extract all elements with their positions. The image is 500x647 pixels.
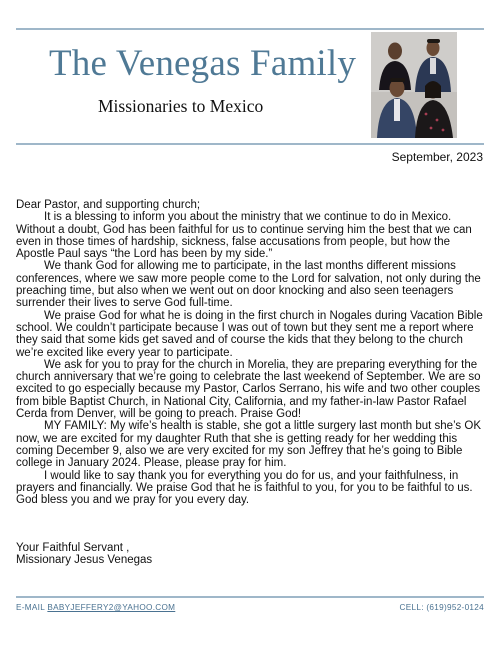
cell-label: CELL: xyxy=(399,603,424,612)
email-label: E-MAIL xyxy=(16,603,45,612)
paragraph-ministry: It is a blessing to inform you about the ministry that we continue to do in Mexico. Without a doubt, God has been faithful for us to continue serving him the best that we can even in those times of hardship, sickness, false accusations from people, but how the Apostle Paul says “the Lord has been by my side.” xyxy=(16,211,472,261)
footer-rule xyxy=(16,596,484,598)
signature-block xyxy=(16,542,152,567)
paragraph-thanks: I would like to say thank you for everything you do for us, and your faithfulness, in prayers and financially. We praise God that he is faithful to you, for you to be faithful to us. God bless you and we pray for you every day. xyxy=(16,469,473,507)
greeting: Dear Pastor, and supporting church; xyxy=(16,199,201,211)
cell-number: (619)952-0124 xyxy=(426,603,484,612)
paragraph-family: MY FAMILY: My wife’s health is stable, she got a little surgery last month but she’s OK now, we are excited for my daughter Ruth that she is getting ready for her wedding this coming December 9, also we are very excited for my son Jeffrey that he’s going to Bible college in January 2024. Please, please pray for him. xyxy=(16,420,481,470)
family-title: The Venegas Family xyxy=(49,43,357,84)
letter-date: September, 2023 xyxy=(391,150,483,164)
signer-name: Missionary Jesus Venegas xyxy=(16,554,153,567)
email-link[interactable]: BABYJEFFERY2@YAHOO.COM xyxy=(47,603,176,612)
footer-cell xyxy=(400,603,484,612)
footer-email xyxy=(16,603,175,612)
paragraph-conferences: We thank God for allowing me to participate, in the last months different missions conferences, where we saw more people come to the Lord for salvation, not only during the preaching time, but also when we went out on door knocking and also seen teenagers surrender their lives to serve God full-time. xyxy=(16,260,481,310)
header-bottom-rule xyxy=(16,143,484,145)
paragraph-morelia: We ask for you to pray for the church in Morelia, they are preparing everything for the church anniversary that we’re going to celebrate the last weekend of September. We are so excited to go especially because my Pastor, Carlos Serrano, his wife and two other couples from bible Baptist Church, in National City, California, and my father-in-law Pastor Rafael Cerda from Denver, will be going to preach. Praise God! xyxy=(16,358,481,421)
header-top-rule xyxy=(16,28,484,30)
closing-line: Your Faithful Servant , xyxy=(16,542,130,554)
paragraph-nogales: We praise God for what he is doing in the first church in Nogales during Vacation Bible school. We couldn’t participate because I was out of town but they sent me a report where they said that some kids get saved and of course the kids that they belong to the church we’re excited like every year to participate. xyxy=(16,309,483,359)
letter-body xyxy=(16,199,486,506)
family-photo xyxy=(371,32,457,138)
subtitle: Missionaries to Mexico xyxy=(98,96,264,116)
